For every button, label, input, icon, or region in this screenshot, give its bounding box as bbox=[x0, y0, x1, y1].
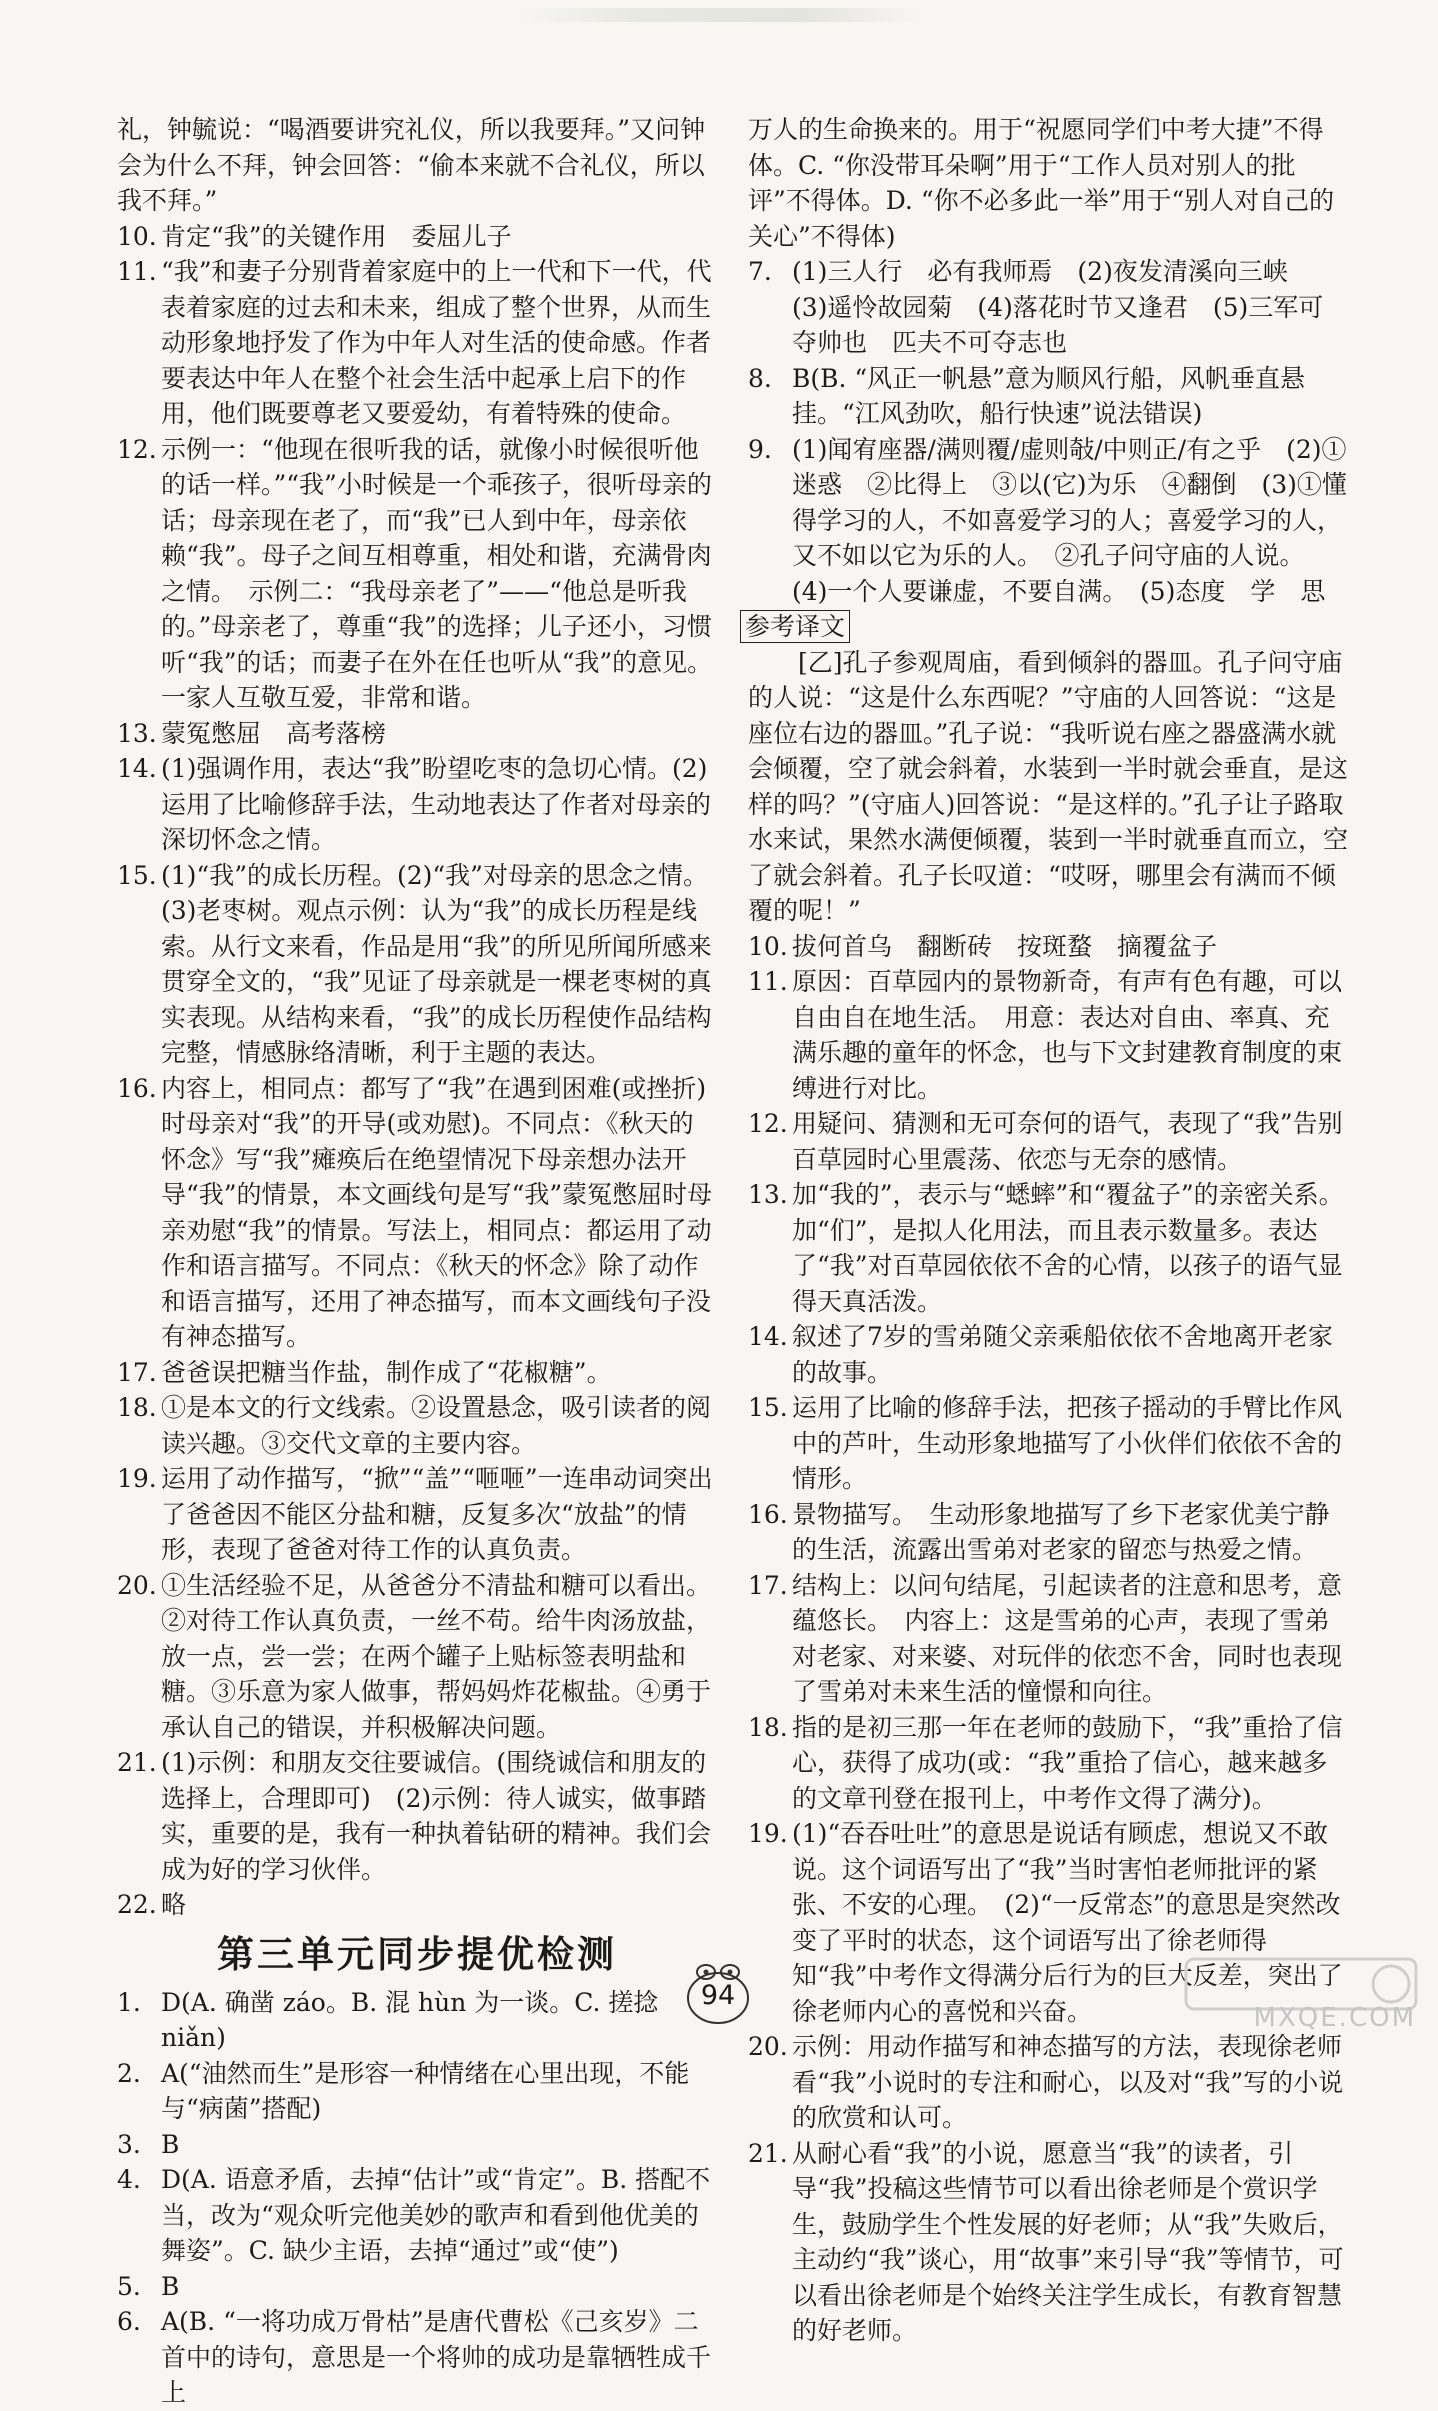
answer-text: ①生活经验不足，从爸爸分不清盐和糖可以看出。②对待工作认真负责，一丝不苟。给牛肉汤放盐，放一点，尝一尝；在两个罐子上贴标签表明盐和糖。③乐意为家人做事，帮妈妈炸花椒盐。④勇于承认自己的错误，并积极解决问题。 bbox=[161, 1570, 712, 1742]
answer-item bbox=[117, 858, 717, 1071]
answer-item bbox=[117, 1390, 717, 1461]
answer-number: 7. bbox=[748, 257, 772, 286]
answer-number: 13. bbox=[748, 1180, 788, 1209]
answer-text: 指的是初三那一年在老师的鼓励下，“我”重拾了信心，获得了成功(或：“我”重拾了信心，越来越多的文章刊登在报刊上，中考作文得了满分)。 bbox=[792, 1712, 1343, 1813]
answer-text: “我”和妻子分别背着家庭中的上一代和下一代，代表着家庭的过去和未来，组成了整个世界，从而生动形象地抒发了作为中年人对生活的使命感。作者要表达中年人在整个社会生活中起承上启下的作用，他们既要尊老又要爱幼，有着特殊的使命。 bbox=[161, 257, 712, 428]
answer-item bbox=[117, 2269, 717, 2305]
answer-number: 13. bbox=[117, 718, 157, 748]
answer-number: 11. bbox=[117, 257, 157, 286]
answer-text: D(A. 确凿 záo。B. 混 hùn 为一谈。C. 搓捻 niǎn) bbox=[161, 1987, 659, 2052]
answer-text: 加“我的”，表示与“蟋蟀”和“覆盆子”的亲密关系。加“们”，是拟人化用法，而且表示数量多。表达了“我”对百草园依依不舍的心情，以孩子的语气显得天真活泼。 bbox=[792, 1180, 1344, 1316]
answer-text: A(“油然而生”是形容一种情绪在心里出现，不能与“病菌”搭配) bbox=[161, 2058, 690, 2123]
answer-item bbox=[117, 1745, 717, 1887]
answer-text: 蒙冤憋屈 高考落榜 bbox=[161, 718, 387, 748]
answer-number: 22. bbox=[117, 1890, 157, 1919]
answer-text: 原因：百草园内的景物新奇，有声有色有趣，可以自由自在地生活。 用意：表达对自由、率真、充满乐趣的童年的怀念，也与下文封建教育制度的束缚进行对比。 bbox=[792, 967, 1343, 1103]
page-number: 94 bbox=[700, 1980, 736, 2011]
answer-item bbox=[748, 1497, 1348, 1568]
answer-text: (1)“吞吞吐吐”的意思是说话有顾虑，想说又不敢说。这个词语写出了“我”当时害怕老师批评的紧张、不安的心理。 (2)“一反常态”的意思是突然改变了平时的状态，这个词语写出了徐老师得知“我”中考作文得满分后行为的巨大反差，突出了徐老师内心的喜悦和兴奋。 bbox=[792, 1819, 1343, 2026]
answer-number: 15. bbox=[748, 1393, 788, 1422]
reference-translation-block bbox=[745, 609, 1349, 929]
section-title: 第三单元同步提优检测 bbox=[217, 1932, 617, 1976]
answer-text: 叙述了7岁的雪弟随父亲乘船依依不舍地离开老家的故事。 bbox=[792, 1322, 1333, 1387]
watermark-logo bbox=[1176, 1949, 1426, 2039]
answer-item bbox=[117, 254, 717, 432]
answer-number: 12. bbox=[748, 1109, 788, 1138]
answer-number: 5. bbox=[117, 2271, 141, 2301]
answer-item bbox=[117, 2127, 717, 2163]
answer-text: 内容上，相同点：都写了“我”在遇到困难(或挫折)时母亲对“我”的开导(或劝慰)。不同点：《秋天的怀念》写“我”瘫痪后在绝望情况下母亲想办法开导“我”的情景，本文画线句是写“我”蒙冤憋屈时母亲劝慰“我”的情景。写法上，相同点：都运用了动作和语言描写。不同点：《秋天的怀念》除了动作和语言描写，还用了神态描写，而本文画线句子没有神态描写。 bbox=[161, 1073, 713, 1351]
answer-item bbox=[748, 2136, 1348, 2349]
answer-item bbox=[748, 1319, 1348, 1390]
answer-item bbox=[748, 1177, 1348, 1319]
reference-label: 参考译文 bbox=[740, 610, 850, 643]
answer-item bbox=[117, 219, 717, 255]
answer-text: 运用了比喻的修辞手法，把孩子摇动的手臂比作风中的芦叶，生动形象地描写了小伙伴们依依不舍的情形。 bbox=[792, 1393, 1343, 1493]
answer-number: 20. bbox=[117, 1570, 157, 1600]
answer-item bbox=[748, 112, 1348, 254]
answer-number: 12. bbox=[117, 434, 157, 464]
answer-item bbox=[117, 112, 717, 219]
answer-text: (1)强调作用，表达“我”盼望吃枣的急切心情。(2)运用了比喻修辞手法，生动地表达了作者对母亲的深切怀念之情。 bbox=[161, 754, 712, 854]
answer-text: 示例一：“他现在很听我的话，就像小时候很听他的话一样。”“我”小时候是一个乖孩子，很听母亲的话；母亲现在老了，而“我”已人到中年，母亲依赖“我”。母子之间互相尊重，相处和谐，充满骨肉之情。 示例二：“我母亲老了”——“他总是听我的。”母亲老了，尊重“我”的选择；儿子还小，习惯听“我”的话；而妻子在外在任也听从“我”的意见。一家人互敬互爱，非常和谐。 bbox=[161, 434, 713, 712]
answer-text: ①是本文的行文线索。②设置悬念，吸引读者的阅读兴趣。③交代文章的主要内容。 bbox=[161, 1393, 712, 1458]
answer-number: 11. bbox=[748, 967, 788, 996]
answer-item bbox=[117, 716, 717, 752]
answer-number: 8. bbox=[748, 363, 772, 393]
answer-text: 爸爸误把糖当作盐，制作成了“花椒糖”。 bbox=[161, 1357, 612, 1387]
answer-number: 17. bbox=[748, 1570, 788, 1600]
watermark-text: MXQE.COM bbox=[1253, 2003, 1416, 2033]
answer-text: 用疑问、猜测和无可奈何的语气，表现了“我”告别百草园时心里震荡、依恋与无奈的感情。 bbox=[792, 1109, 1343, 1174]
answer-item bbox=[748, 254, 1348, 361]
answer-number: 19. bbox=[117, 1464, 157, 1493]
answer-text: 略 bbox=[161, 1890, 187, 1919]
answer-item bbox=[748, 929, 1348, 965]
answer-text: A(B. “一将功成万骨枯”是唐代曹松《己亥岁》二首中的诗句，意思是一个将帅的成功是靠牺牲成千上 bbox=[161, 2307, 712, 2407]
right-answer-list-top bbox=[748, 112, 1348, 609]
answer-item bbox=[117, 1355, 717, 1391]
answer-text: 运用了动作描写，“掀”“盖”“咂咂”一连串动词突出了爸爸因不能区分盐和糖，反复多次“放盐”的情形，表现了爸爸对待工作的认真负责。 bbox=[161, 1464, 713, 1564]
answer-number: 20. bbox=[748, 2032, 788, 2061]
answer-item bbox=[117, 1887, 717, 1923]
answer-text: 拔何首乌 翻断砖 按斑蝥 摘覆盆子 bbox=[792, 931, 1218, 961]
answer-item bbox=[117, 1071, 717, 1355]
scan-smudge bbox=[520, 8, 920, 22]
answer-number: 10. bbox=[748, 931, 788, 961]
answer-item bbox=[117, 2056, 717, 2127]
answer-item bbox=[117, 2162, 717, 2269]
answer-text: B(B. “风正一帆悬”意为顺风行船，风帆垂直悬挂。“江风劲吹，船行快速”说法错误) bbox=[792, 363, 1305, 428]
left-column bbox=[117, 112, 717, 2411]
answer-text: D(A. 语意矛盾，去掉“估计”或“肯定”。B. 搭配不当，改为“观众听完他美妙的歌声和看到他优美的舞姿”。C. 缺少主语，去掉“通过”或“使”) bbox=[161, 2165, 711, 2265]
answer-text: (1)示例：和朋友交往要诚信。(围绕诚信和朋友的选择上，合理即可) (2)示例：待人诚实，做事踏实，重要的是，我有一种执着钻研的精神。我们会成为好的学习伙伴。 bbox=[161, 1748, 712, 1884]
answer-text: 景物描写。 生动形象地描写了乡下老家优美宁静的生活，流露出雪弟对老家的留恋与热爱之情。 bbox=[792, 1499, 1330, 1564]
answer-text: B bbox=[161, 2129, 180, 2159]
answer-text: 礼，钟毓说：“喝酒要讲究礼仪，所以我要拜。”又问钟会为什么不拜，钟会回答：“偷本来就不合礼仪，所以我不拜。” bbox=[117, 115, 706, 215]
answer-number: 1. bbox=[117, 1987, 141, 2017]
answer-text: 从耐心看“我”的小说，愿意当“我”的读者，引导“我”投稿这些情节可以看出徐老师是个赏识学生，鼓励学生个性发展的好老师；从“我”失败后，主动约“我”谈心，用“故事”来引导“我”等情节，可以看出徐老师是个始终关注学生成长，有教育智慧的好老师。 bbox=[792, 2138, 1344, 2345]
answer-text: 结构上：以问句结尾，引起读者的注意和思考，意蕴悠长。 内容上：这是雪弟的心声，表现了雪弟对老家、对来婆、对玩伴的依恋不舍，同时也表现了雪弟对未来生活的憧憬和向往。 bbox=[792, 1570, 1343, 1706]
answer-item bbox=[117, 1461, 717, 1568]
reference-text: [乙]孔子参观周庙，看到倾斜的器皿。孔子问守庙的人说：“这是什么东西呢？”守庙的人回答说：“这是座位右边的器皿。”孔子说：“我听说右座之器盛满水就会倾覆，空了就会斜着，水装到一半时就会垂直，是这样的吗？”(守庙人)回答说：“是这样的。”孔子让子路取水来试，果然水满便倾覆，装到一半时就垂直而立，空了就会斜着。孔子长叹道：“哎呀，哪里会有满而不倾覆的呢！” bbox=[748, 647, 1349, 925]
answer-number: 19. bbox=[748, 1819, 788, 1848]
answer-item bbox=[117, 751, 717, 858]
answer-text: (1)闻宥座器/满则覆/虚则敧/中则正/有之乎 (2)①迷惑 ②比得上 ③以(它)为乐 ④翻倒 (3)①懂得学习的人，不如喜爱学习的人；喜爱学习的人，又不如以它为乐的人。 ②孔子问守庙的人说。 (4)一个人要谦虚，不要自满。 (5)态度 学 思 bbox=[792, 434, 1347, 606]
answer-text: B bbox=[161, 2271, 180, 2301]
answer-item bbox=[117, 432, 717, 716]
answer-number: 2. bbox=[117, 2058, 141, 2088]
section-answer-list bbox=[117, 1985, 717, 2411]
answer-text: 示例：用动作描写和神态描写的方法，表现徐老师看“我”小说时的专注和耐心，以及对“我”写的小说的欣赏和认可。 bbox=[792, 2032, 1344, 2132]
answer-number: 16. bbox=[748, 1499, 788, 1529]
answer-item bbox=[748, 361, 1348, 432]
answer-number: 14. bbox=[117, 754, 157, 783]
answer-number: 16. bbox=[117, 1073, 157, 1103]
page-number-badge bbox=[678, 1958, 758, 2028]
answer-number: 3. bbox=[117, 2129, 141, 2159]
answer-number: 18. bbox=[117, 1393, 157, 1422]
right-answer-list-bottom bbox=[748, 929, 1348, 2349]
answer-item bbox=[748, 1568, 1348, 1710]
answer-number: 21. bbox=[117, 1748, 157, 1777]
answer-number: 10. bbox=[117, 221, 157, 251]
answer-number: 6. bbox=[117, 2307, 141, 2336]
answer-item bbox=[748, 964, 1348, 1106]
answer-text: (1)三人行 必有我师焉 (2)夜发清溪向三峡 (3)遥怜故园菊 (4)落花时节又逢君 (5)三军可夺帅也 匹夫不可夺志也 bbox=[792, 257, 1324, 357]
answer-number: 14. bbox=[748, 1322, 788, 1351]
answer-item bbox=[748, 1710, 1348, 1817]
answer-number: 18. bbox=[748, 1712, 788, 1742]
answer-item bbox=[748, 1106, 1348, 1177]
answer-text: 万人的生命换来的。用于“祝愿同学们中考大捷”不得体。C. “你没带耳朵啊”用于“工作人员对别人的批评”不得体。D. “你不必多此一举”用于“别人对自己的关心”不得体) bbox=[748, 115, 1335, 251]
answer-item bbox=[748, 1390, 1348, 1497]
answer-number: 15. bbox=[117, 860, 157, 890]
answer-number: 9. bbox=[748, 434, 772, 464]
answer-item bbox=[748, 432, 1348, 610]
left-answer-list bbox=[117, 112, 717, 1923]
answer-text: 肯定“我”的关键作用 委屈儿子 bbox=[161, 221, 512, 251]
answer-item bbox=[117, 2304, 717, 2411]
answer-number: 17. bbox=[117, 1357, 157, 1387]
answer-text: (1)“我”的成长历程。(2)“我”对母亲的思念之情。(3)老枣树。观点示例：认为“我”的成长历程是线索。从行文来看，作品是用“我”的所见所闻所感来贯穿全文的，“我”见证了母亲就是一棵老枣树的真实表现。从结构来看，“我”的成长历程使作品结构完整，情感脉络清晰，利于主题的表达。 bbox=[161, 860, 712, 1067]
answer-number: 4. bbox=[117, 2165, 141, 2194]
answer-item bbox=[117, 1568, 717, 1746]
answer-number: 21. bbox=[748, 2138, 788, 2168]
